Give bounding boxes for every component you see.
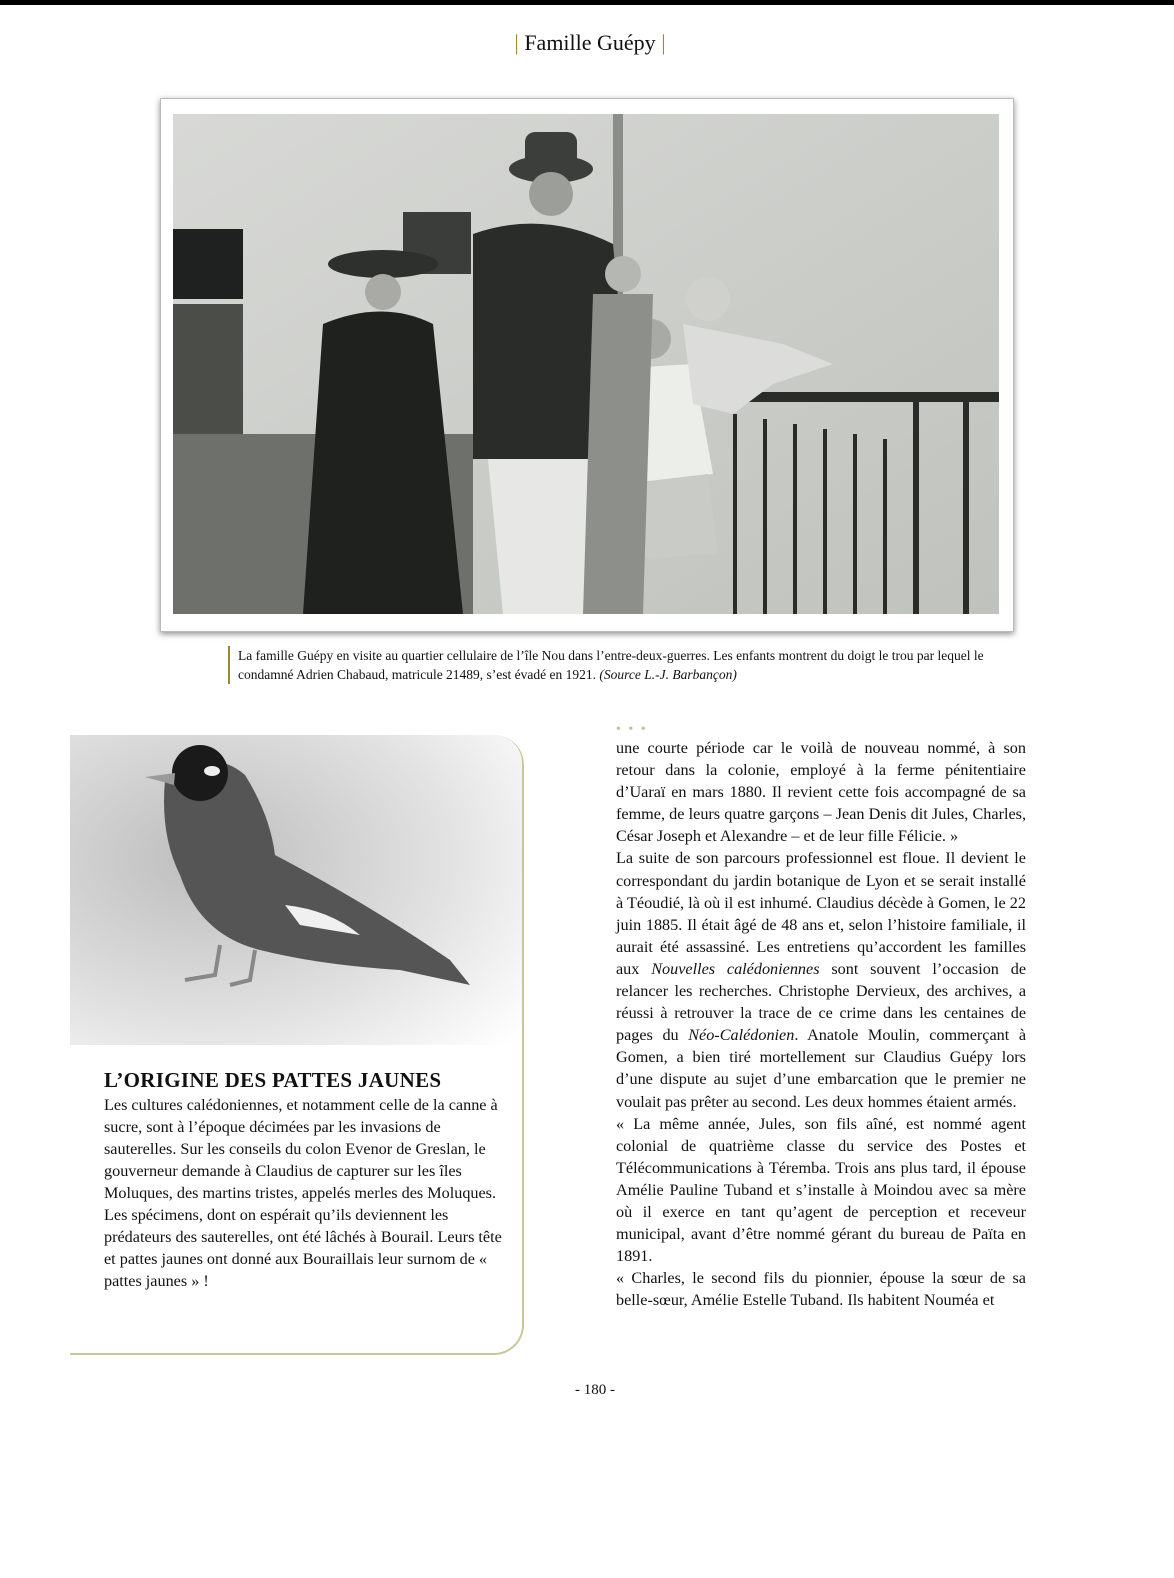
family-photo-image: [173, 114, 999, 614]
bird-photo: [70, 735, 522, 1045]
sidebar-title: L’ORIGINE DES PATTES JAUNES: [104, 1068, 442, 1092]
page-edge: [0, 0, 1174, 5]
paragraph-1: une courte période car le voilà de nouveau nommé, à son retour dans la colonie, employé à la ferme pénitentiaire d’Uaraï en mars 1880. Il revient cette fois accompagné de sa femme, de leurs quatre garçons – Jean Denis dit Jules, Charles, César Joseph et Alexandre – et de leur fille Félicie. »: [616, 739, 1026, 846]
running-header: | Famille Guépy |: [514, 30, 666, 55]
body-column: [616, 737, 1026, 1311]
sidebar-text: Les cultures calédoniennes, et notamment celle de la canne à sucre, sont à l’époque décimées par les invasions de sauterelles. Sur les conseils du colon Evenor de Greslan, le gouverneur demande à Claudius de capturer sur les îles Moluques, des martins tristes, appelés merles des Moluques. Les spécimens, dont on espérait qu’ils deviennent les prédateurs des sauterelles, ont été lâchés à Bourail. Leurs tête et pattes jaunes ont donné aux Bouraillais leur surnom de « pattes jaunes » !: [104, 1096, 502, 1290]
myna-bird-image: [70, 735, 522, 1045]
paragraph-3: « La même année, Jules, son fils aîné, est nommé agent colonial de quatrième classe du service des Postes et Télécommunications à Téremba. Trois ans plus tard, il épouse Amélie Pauline Tuband et s’installe à Moindou avec sa mère où il exerce en tant qu’agent de perception et receveur municipal, avant d’être nommé gérant du bureau de Païta en 1891.: [616, 1114, 1026, 1266]
page-number: - 180 -: [575, 1382, 615, 1398]
paragraph-2: La suite de son parcours professionnel est floue. Il devient le correspondant du jardin botanique de Lyon et se serait installé à Téoudié, là où il est inhumé. Claudius décède à Gomen, le 22 juin 1885. Il était âgé de 48 ans et, selon l’histoire familiale, il aurait été assassiné. Les entretiens qu’accordent les familles aux Nouvelles calédoniennes sont souvent l’occasion de relancer les recherches. Christophe Dervieux, des archives, a réussi à retrouver la trace de ce crime dans les centaines de pages du Néo-Calédonien. Anatole Moulin, commerçant à Gomen, a bien tiré mortellement sur Claudius Guépy lors d’une dispute au sujet d’une embarcation que le premier ne voulait pas prêter au second. Les deux hommes étaient armés.: [616, 849, 1027, 1111]
caption-text: La famille Guépy en visite au quartier cellulaire de l’île Nou dans l’entre-deux-guerres. Les enfants montrent du doigt le trou par lequel le condamné Adrien Chabaud, matricule 21489, s’est évadé en 1921.: [238, 648, 984, 682]
paragraph-4: « Charles, le second fils du pionnier, épouse la sœur de sa belle-sœur, Amélie Estelle Tuband. Ils habitent Nouméa et: [616, 1269, 1026, 1310]
caption-source: (Source L.-J. Barbançon): [599, 667, 737, 682]
family-photo: [160, 98, 1014, 632]
continuation-dots: • • •: [616, 722, 648, 737]
header-title: Famille Guépy: [524, 30, 656, 55]
photo-caption: [228, 646, 998, 684]
